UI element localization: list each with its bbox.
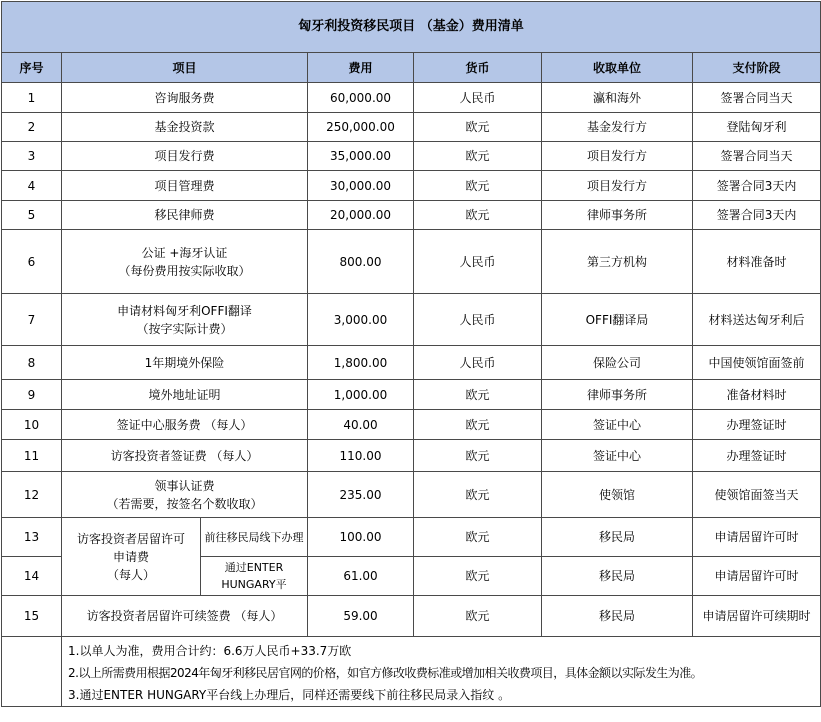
row-group-line2: 申请费 bbox=[112, 549, 149, 564]
row-item: 咨询服务费 bbox=[62, 83, 308, 113]
row-stage: 中国使领馆面签前 bbox=[693, 346, 821, 380]
row-item: 访客投资者居留许可续签费 （每人） bbox=[62, 596, 308, 637]
row-payee: 移民局 bbox=[542, 518, 693, 557]
row-stage: 登陆匈牙利 bbox=[693, 113, 821, 142]
table-row bbox=[2, 83, 821, 113]
row-sub-line1: 通过ENTER bbox=[224, 561, 284, 574]
note-1: 1.以单人为准，费用合计约：6.6万人民币+33.7万欧 bbox=[68, 644, 352, 658]
row-item: 境外地址证明 bbox=[62, 380, 308, 410]
row-currency: 欧元 bbox=[414, 518, 542, 557]
row-stage: 签署合同3天内 bbox=[693, 201, 821, 230]
row-item bbox=[62, 294, 308, 346]
row-payee: 项目发行方 bbox=[542, 171, 693, 201]
row-fee: 20,000.00 bbox=[308, 201, 414, 230]
notes-row bbox=[2, 637, 821, 707]
row-currency: 欧元 bbox=[414, 142, 542, 171]
table-row bbox=[2, 472, 821, 518]
row-stage: 签署合同当天 bbox=[693, 83, 821, 113]
row-item-line1: 申请材料匈牙利OFFI翻译 bbox=[117, 303, 252, 318]
row-item-line1: 公证 +海牙认证 bbox=[141, 245, 228, 260]
row-item bbox=[62, 472, 308, 518]
row-item: 1年期境外保险 bbox=[62, 346, 308, 380]
row-payee: 签证中心 bbox=[542, 440, 693, 472]
row-stage: 签署合同当天 bbox=[693, 142, 821, 171]
note-2: 2.以上所需费用根据2024年匈牙利移民居官网的价格，如官方修改收费标准或增加相关收费项目，具体金额以实际发生为准。 bbox=[68, 666, 703, 680]
row-payee: 律师事务所 bbox=[542, 380, 693, 410]
row-currency: 人民币 bbox=[414, 230, 542, 294]
row-sub-line2: HUNGARY平 bbox=[221, 578, 287, 591]
table-row bbox=[2, 410, 821, 440]
table-row bbox=[2, 346, 821, 380]
row-no: 13 bbox=[2, 518, 62, 557]
row-item-line2: （若需要，按签名个数收取） bbox=[106, 496, 263, 511]
row-no: 11 bbox=[2, 440, 62, 472]
row-payee: 第三方机构 bbox=[542, 230, 693, 294]
row-stage: 申请居留许可时 bbox=[693, 518, 821, 557]
row-no: 12 bbox=[2, 472, 62, 518]
row-group-item bbox=[62, 518, 201, 596]
header-stage: 支付阶段 bbox=[693, 53, 821, 83]
row-item-line1: 领事认证费 bbox=[154, 478, 215, 493]
table-row bbox=[2, 171, 821, 201]
fee-table bbox=[1, 1, 821, 707]
row-fee: 1,800.00 bbox=[308, 346, 414, 380]
row-no: 6 bbox=[2, 230, 62, 294]
header-row bbox=[2, 53, 821, 83]
table-row bbox=[2, 596, 821, 637]
row-payee: 保险公司 bbox=[542, 346, 693, 380]
row-fee: 3,000.00 bbox=[308, 294, 414, 346]
row-fee: 35,000.00 bbox=[308, 142, 414, 171]
row-item: 签证中心服务费 （每人） bbox=[62, 410, 308, 440]
row-item: 移民律师费 bbox=[62, 201, 308, 230]
header-fee: 费用 bbox=[308, 53, 414, 83]
table-row bbox=[2, 201, 821, 230]
row-no: 10 bbox=[2, 410, 62, 440]
table-row bbox=[2, 113, 821, 142]
row-stage: 申请居留许可时 bbox=[693, 557, 821, 596]
table-row bbox=[2, 230, 821, 294]
row-no: 1 bbox=[2, 83, 62, 113]
row-fee: 40.00 bbox=[308, 410, 414, 440]
row-stage: 材料准备时 bbox=[693, 230, 821, 294]
row-fee: 60,000.00 bbox=[308, 83, 414, 113]
row-no: 8 bbox=[2, 346, 62, 380]
table-row bbox=[2, 294, 821, 346]
row-currency: 人民币 bbox=[414, 83, 542, 113]
row-no: 15 bbox=[2, 596, 62, 637]
row-currency: 欧元 bbox=[414, 201, 542, 230]
header-item: 项目 bbox=[62, 53, 308, 83]
row-stage: 材料送达匈牙利后 bbox=[693, 294, 821, 346]
row-currency: 欧元 bbox=[414, 380, 542, 410]
row-stage: 申请居留许可续期时 bbox=[693, 596, 821, 637]
row-fee: 800.00 bbox=[308, 230, 414, 294]
row-currency: 欧元 bbox=[414, 410, 542, 440]
row-item: 项目管理费 bbox=[62, 171, 308, 201]
row-sub-item: 前往移民局线下办理 bbox=[201, 518, 308, 557]
row-fee: 250,000.00 bbox=[308, 113, 414, 142]
row-currency: 欧元 bbox=[414, 440, 542, 472]
row-payee: 项目发行方 bbox=[542, 142, 693, 171]
table-row bbox=[2, 380, 821, 410]
note-3: 3.通过ENTER HUNGARY平台线上办理后，同样还需要线下前往移民局录入指纹 。 bbox=[68, 688, 511, 702]
row-payee: OFFI翻译局 bbox=[542, 294, 693, 346]
row-payee: 瀛和海外 bbox=[542, 83, 693, 113]
header-no: 序号 bbox=[2, 53, 62, 83]
row-no: 3 bbox=[2, 142, 62, 171]
row-currency: 欧元 bbox=[414, 596, 542, 637]
table-row bbox=[2, 440, 821, 472]
notes bbox=[62, 637, 821, 707]
row-item-line2: （每份费用按实际收取） bbox=[118, 263, 251, 278]
table-row bbox=[2, 142, 821, 171]
row-stage: 办理签证时 bbox=[693, 440, 821, 472]
row-item: 基金投资款 bbox=[62, 113, 308, 142]
row-payee: 使领馆 bbox=[542, 472, 693, 518]
row-stage: 办理签证时 bbox=[693, 410, 821, 440]
row-item: 项目发行费 bbox=[62, 142, 308, 171]
row-currency: 欧元 bbox=[414, 113, 542, 142]
row-currency: 欧元 bbox=[414, 557, 542, 596]
row-payee: 移民局 bbox=[542, 596, 693, 637]
row-sub-item bbox=[201, 557, 308, 596]
row-fee: 110.00 bbox=[308, 440, 414, 472]
row-item-line2: （按字实际计费） bbox=[136, 321, 233, 336]
row-no: 4 bbox=[2, 171, 62, 201]
row-stage: 准备材料时 bbox=[693, 380, 821, 410]
row-stage: 使领馆面签当天 bbox=[693, 472, 821, 518]
row-fee: 30,000.00 bbox=[308, 171, 414, 201]
row-payee: 律师事务所 bbox=[542, 201, 693, 230]
row-group-line1: 访客投资者居留许可 bbox=[76, 531, 185, 546]
row-fee: 235.00 bbox=[308, 472, 414, 518]
row-payee: 移民局 bbox=[542, 557, 693, 596]
row-no: 9 bbox=[2, 380, 62, 410]
row-no: 14 bbox=[2, 557, 62, 596]
row-no: 7 bbox=[2, 294, 62, 346]
row-currency: 欧元 bbox=[414, 472, 542, 518]
row-payee: 签证中心 bbox=[542, 410, 693, 440]
row-fee: 61.00 bbox=[308, 557, 414, 596]
page-title: 匈牙利投资移民项目 （基金）费用清单 bbox=[2, 2, 821, 53]
row-fee: 100.00 bbox=[308, 518, 414, 557]
row-fee: 1,000.00 bbox=[308, 380, 414, 410]
row-fee: 59.00 bbox=[308, 596, 414, 637]
row-no: 2 bbox=[2, 113, 62, 142]
header-currency: 货币 bbox=[414, 53, 542, 83]
row-item: 访客投资者签证费 （每人） bbox=[62, 440, 308, 472]
row-no: 5 bbox=[2, 201, 62, 230]
row-currency: 人民币 bbox=[414, 294, 542, 346]
row-stage: 签署合同3天内 bbox=[693, 171, 821, 201]
row-payee: 基金发行方 bbox=[542, 113, 693, 142]
header-payee: 收取单位 bbox=[542, 53, 693, 83]
table-row bbox=[2, 518, 821, 557]
row-group-line3: （每人） bbox=[106, 567, 155, 582]
row-item bbox=[62, 230, 308, 294]
row-currency: 欧元 bbox=[414, 171, 542, 201]
row-currency: 人民币 bbox=[414, 346, 542, 380]
